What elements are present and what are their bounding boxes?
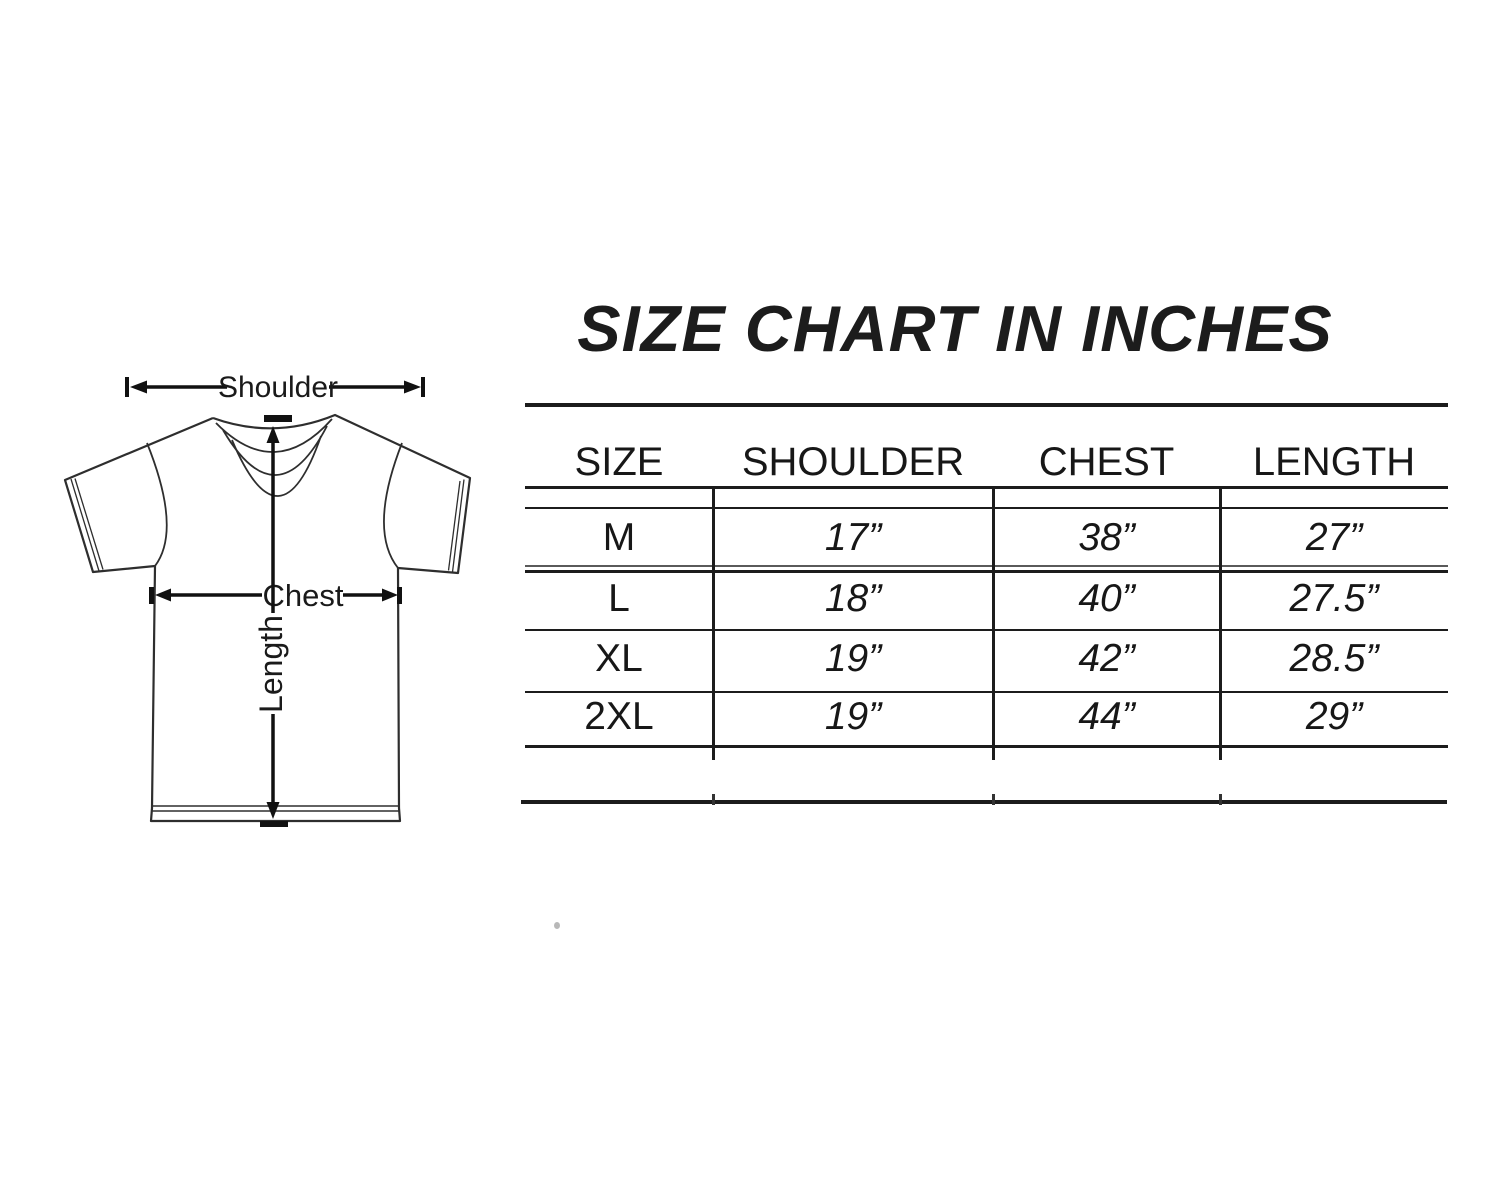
chest-value: 40” bbox=[1078, 577, 1135, 620]
shoulder-value: 19” bbox=[824, 695, 882, 738]
row-l-rule bbox=[525, 629, 1448, 631]
table-top-rule bbox=[525, 403, 1448, 407]
table-bottom-rule bbox=[521, 800, 1447, 804]
length-value: 29” bbox=[1305, 695, 1363, 738]
bottom-rule-tick-2 bbox=[992, 794, 995, 805]
size-label: 2XL bbox=[584, 695, 654, 738]
shoulder-label: Shoulder bbox=[217, 371, 339, 404]
length-value: 27” bbox=[1305, 516, 1363, 559]
shoulder-value: 17” bbox=[824, 516, 882, 559]
row-xl-rule bbox=[525, 691, 1448, 693]
size-label: XL bbox=[595, 637, 643, 680]
chest-value: 44” bbox=[1078, 695, 1135, 738]
bottom-rule-tick-3 bbox=[1219, 794, 1222, 805]
chest-value: 38” bbox=[1078, 516, 1135, 559]
bottom-rule-tick-1 bbox=[712, 794, 715, 805]
length-value: 27.5” bbox=[1289, 577, 1379, 620]
column-header-size: SIZE bbox=[574, 440, 664, 484]
column-header-length: LENGTH bbox=[1252, 440, 1416, 484]
row-2xl-rule bbox=[525, 745, 1448, 748]
length-value: 28.5” bbox=[1289, 637, 1379, 680]
row-m-rule-upper bbox=[525, 565, 1448, 567]
shoulder-value: 18” bbox=[824, 577, 882, 620]
column-header-chest: CHEST bbox=[1038, 440, 1175, 484]
column-header-shoulder: SHOULDER bbox=[741, 440, 965, 484]
chest-label: Chest bbox=[262, 578, 344, 613]
shoulder-arrow-left-head bbox=[130, 381, 147, 394]
scan-artifact-dot bbox=[554, 922, 560, 929]
row-m-rule-lower bbox=[525, 570, 1448, 573]
header-bottom-rule bbox=[525, 486, 1448, 489]
page-title: SIZE CHART IN INCHES bbox=[577, 292, 1333, 365]
subheader-rule bbox=[525, 507, 1448, 509]
length-label: Length bbox=[253, 615, 289, 713]
size-label: M bbox=[602, 516, 636, 559]
shoulder-value: 19” bbox=[824, 637, 882, 680]
size-label: L bbox=[608, 577, 630, 620]
chest-value: 42” bbox=[1078, 637, 1135, 680]
length-top-tick bbox=[264, 415, 292, 422]
shoulder-arrow-right-head bbox=[404, 381, 421, 394]
tshirt-diagram bbox=[30, 350, 510, 850]
